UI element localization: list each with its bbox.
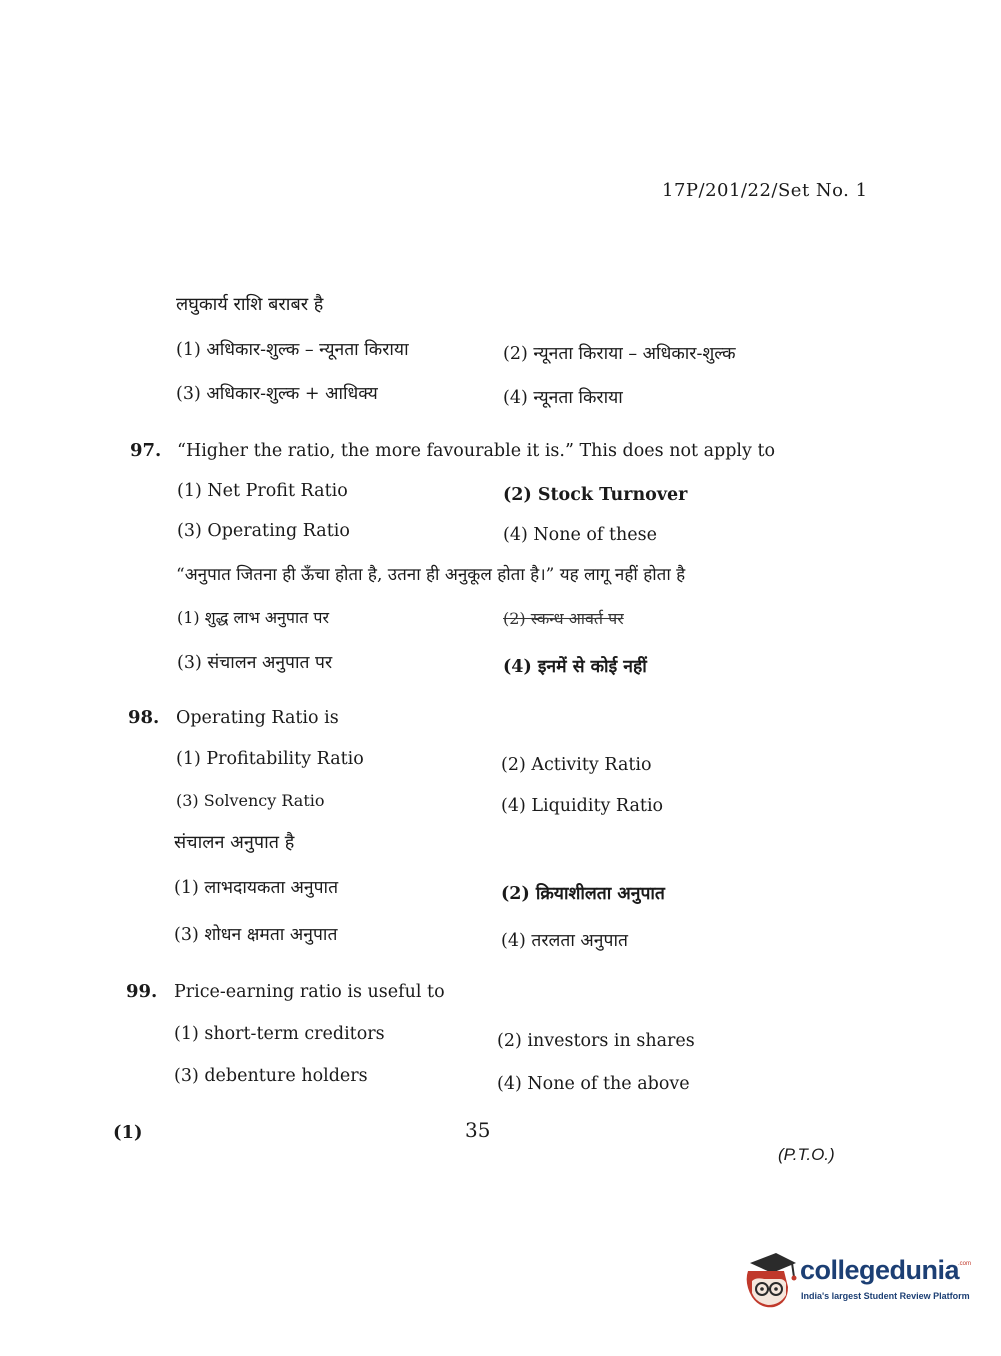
mascot-icon: [742, 1247, 798, 1313]
q97-hindi-option-1: (1) शुद्ध लाभ अनुपात पर: [177, 608, 330, 627]
logo-wordmark: collegedunia: [800, 1255, 960, 1285]
q98-hindi-option-4: (4) तरलता अनुपात: [501, 931, 628, 951]
q97-number: 97.: [130, 440, 162, 461]
q98-number: 98.: [128, 707, 160, 728]
q96-hindi-option-3: (3) अधिकार-शुल्क + आधिक्य: [176, 384, 378, 404]
q97-hindi-option-4: (4) इनमें से कोई नहीं: [503, 657, 647, 677]
q97-hindi-option-2: (2) स्कन्ध आवर्त पर: [503, 609, 624, 628]
q98-option-3: (3) Solvency Ratio: [176, 791, 325, 810]
footer-left-mark: (1): [113, 1122, 143, 1143]
q99-option-1: (1) short-term creditors: [174, 1024, 385, 1044]
q97-option-3: (3) Operating Ratio: [177, 521, 350, 541]
q98-hindi-stem: संचालन अनुपात है: [174, 832, 295, 853]
q96-hindi-option-1: (1) अधिकार-शुल्क – न्यूनता किराया: [176, 340, 409, 360]
q98-option-4: (4) Liquidity Ratio: [501, 796, 664, 816]
q97-hindi-stem: “अनुपात जितना ही ऊँचा होता है, उतना ही अनुकूल होता है।” यह लागू नहीं होता है: [176, 565, 686, 585]
q99-option-3: (3) debenture holders: [174, 1066, 368, 1086]
q98-stem: Operating Ratio is: [176, 708, 339, 728]
q99-option-2: (2) investors in shares: [497, 1031, 695, 1051]
q97-stem: “Higher the ratio, the more favourable it is.” This does not apply to: [177, 441, 776, 461]
q99-stem: Price-earning ratio is useful to: [174, 982, 445, 1002]
q99-option-4: (4) None of the above: [497, 1074, 690, 1094]
q99-number: 99.: [126, 981, 158, 1002]
pto-label: (P.T.O.): [778, 1145, 835, 1164]
q97-option-2: (2) Stock Turnover: [503, 485, 688, 505]
q96-hindi-option-2: (2) न्यूनता किराया – अधिकार-शुल्क: [503, 344, 736, 364]
q96-hindi-stem: लघुकार्य राशि बराबर है: [176, 294, 324, 315]
q98-hindi-option-2: (2) क्रियाशीलता अनुपात: [501, 884, 665, 904]
q96-hindi-option-4: (4) न्यूनता किराया: [503, 388, 623, 408]
logo-domain: .com: [958, 1261, 972, 1267]
page-number: 35: [465, 1118, 491, 1142]
q97-option-1: (1) Net Profit Ratio: [177, 481, 348, 501]
q98-hindi-option-1: (1) लाभदायकता अनुपात: [174, 878, 339, 898]
q98-option-1: (1) Profitability Ratio: [176, 749, 364, 769]
q98-option-2: (2) Activity Ratio: [501, 755, 652, 775]
q97-option-4: (4) None of these: [503, 525, 657, 545]
q97-hindi-option-3: (3) संचालन अनुपात पर: [177, 653, 333, 673]
logo-tagline: India's largest Student Review Platform: [801, 1291, 970, 1301]
collegedunia-logo: [742, 1247, 972, 1313]
set-number: 17P/201/22/Set No. 1: [662, 180, 868, 201]
q98-hindi-option-3: (3) शोधन क्षमता अनुपात: [174, 925, 338, 945]
